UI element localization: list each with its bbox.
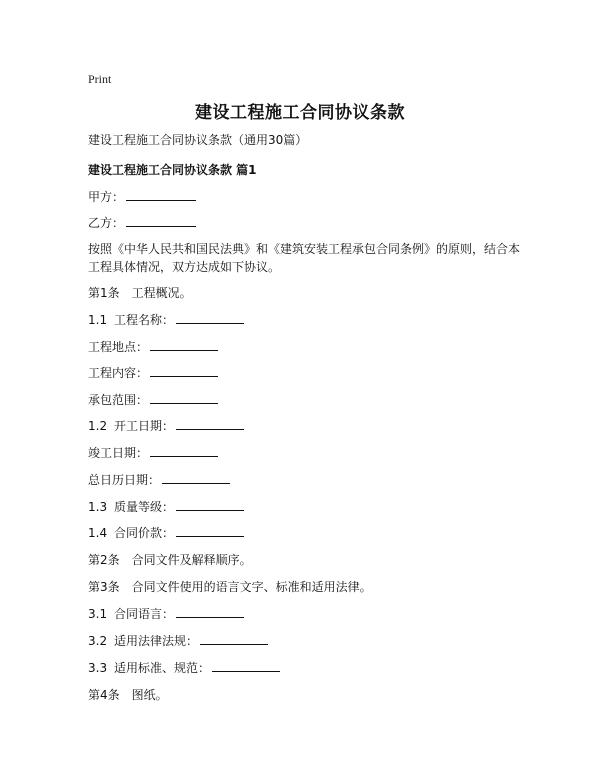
item-3-3 bbox=[88, 659, 518, 677]
project-content-label: 工程内容： bbox=[88, 366, 149, 380]
document-title: 建设工程施工合同协议条款 bbox=[195, 103, 405, 123]
intro-paragraph: 按照《中华人民共和国民法典》和《建筑安装工程承包合同条例》的原则，结合本工程具体情况，双方达成如下协议。 bbox=[88, 242, 521, 274]
item-1-3-label: 质量等级： bbox=[114, 500, 175, 514]
contract-scope-field bbox=[88, 391, 518, 409]
party-b-blank bbox=[126, 214, 196, 227]
print-link[interactable]: Print bbox=[88, 72, 112, 86]
item-3-1-number: 3.1 bbox=[88, 607, 108, 621]
item-3-2 bbox=[88, 632, 518, 650]
project-location-blank bbox=[150, 338, 218, 351]
item-3-1 bbox=[88, 605, 518, 623]
item-1-1-blank bbox=[176, 311, 244, 324]
item-1-4 bbox=[88, 524, 518, 542]
party-a-label: 甲方： bbox=[88, 190, 125, 204]
contract-scope-label: 承包范围： bbox=[88, 393, 149, 407]
document-subtitle: 建设工程施工合同协议条款（通用30篇） bbox=[88, 133, 308, 147]
project-location-label: 工程地点： bbox=[88, 340, 149, 354]
item-1-4-blank bbox=[176, 524, 244, 537]
item-3-3-number: 3.3 bbox=[88, 661, 108, 675]
item-1-4-label: 合同价款： bbox=[114, 526, 175, 540]
item-1-3 bbox=[88, 498, 518, 516]
completion-date-blank bbox=[150, 444, 218, 457]
total-days-label: 总日历日期： bbox=[88, 473, 161, 487]
total-days-blank bbox=[162, 471, 230, 484]
item-1-2-blank bbox=[176, 417, 244, 430]
project-location-field bbox=[88, 338, 518, 356]
article-1: 第1条 工程概况。 bbox=[88, 286, 192, 300]
completion-date-field bbox=[88, 444, 518, 462]
project-content-field bbox=[88, 364, 518, 382]
item-3-2-label: 适用法律法规： bbox=[114, 634, 199, 648]
party-a-field bbox=[88, 188, 518, 206]
project-content-blank bbox=[150, 364, 218, 377]
article-4: 第4条 图纸。 bbox=[88, 688, 168, 702]
completion-date-label: 竣工日期： bbox=[88, 446, 149, 460]
item-1-3-blank bbox=[176, 498, 244, 511]
article-2: 第2条 合同文件及解释顺序。 bbox=[88, 553, 252, 567]
item-3-2-number: 3.2 bbox=[88, 634, 108, 648]
item-1-3-number: 1.3 bbox=[88, 500, 108, 514]
item-1-1-label: 工程名称： bbox=[114, 313, 175, 327]
article-3: 第3条 合同文件使用的语言文字、标准和适用法律。 bbox=[88, 580, 372, 594]
item-1-2-label: 开工日期： bbox=[114, 419, 175, 433]
contract-scope-blank bbox=[150, 391, 218, 404]
party-b-field bbox=[88, 214, 518, 232]
item-3-3-label: 适用标准、规范： bbox=[114, 661, 211, 675]
party-a-blank bbox=[126, 188, 196, 201]
section-heading: 建设工程施工合同协议条款 篇1 bbox=[88, 163, 257, 177]
item-1-1-number: 1.1 bbox=[88, 313, 108, 327]
item-1-2-number: 1.2 bbox=[88, 419, 108, 433]
total-days-field bbox=[88, 471, 518, 489]
party-b-label: 乙方： bbox=[88, 216, 125, 230]
item-3-3-blank bbox=[212, 659, 280, 672]
item-1-4-number: 1.4 bbox=[88, 526, 108, 540]
item-1-1 bbox=[88, 311, 518, 329]
item-3-1-label: 合同语言： bbox=[114, 607, 175, 621]
item-3-1-blank bbox=[176, 605, 244, 618]
item-3-2-blank bbox=[200, 632, 268, 645]
item-1-2 bbox=[88, 417, 518, 435]
